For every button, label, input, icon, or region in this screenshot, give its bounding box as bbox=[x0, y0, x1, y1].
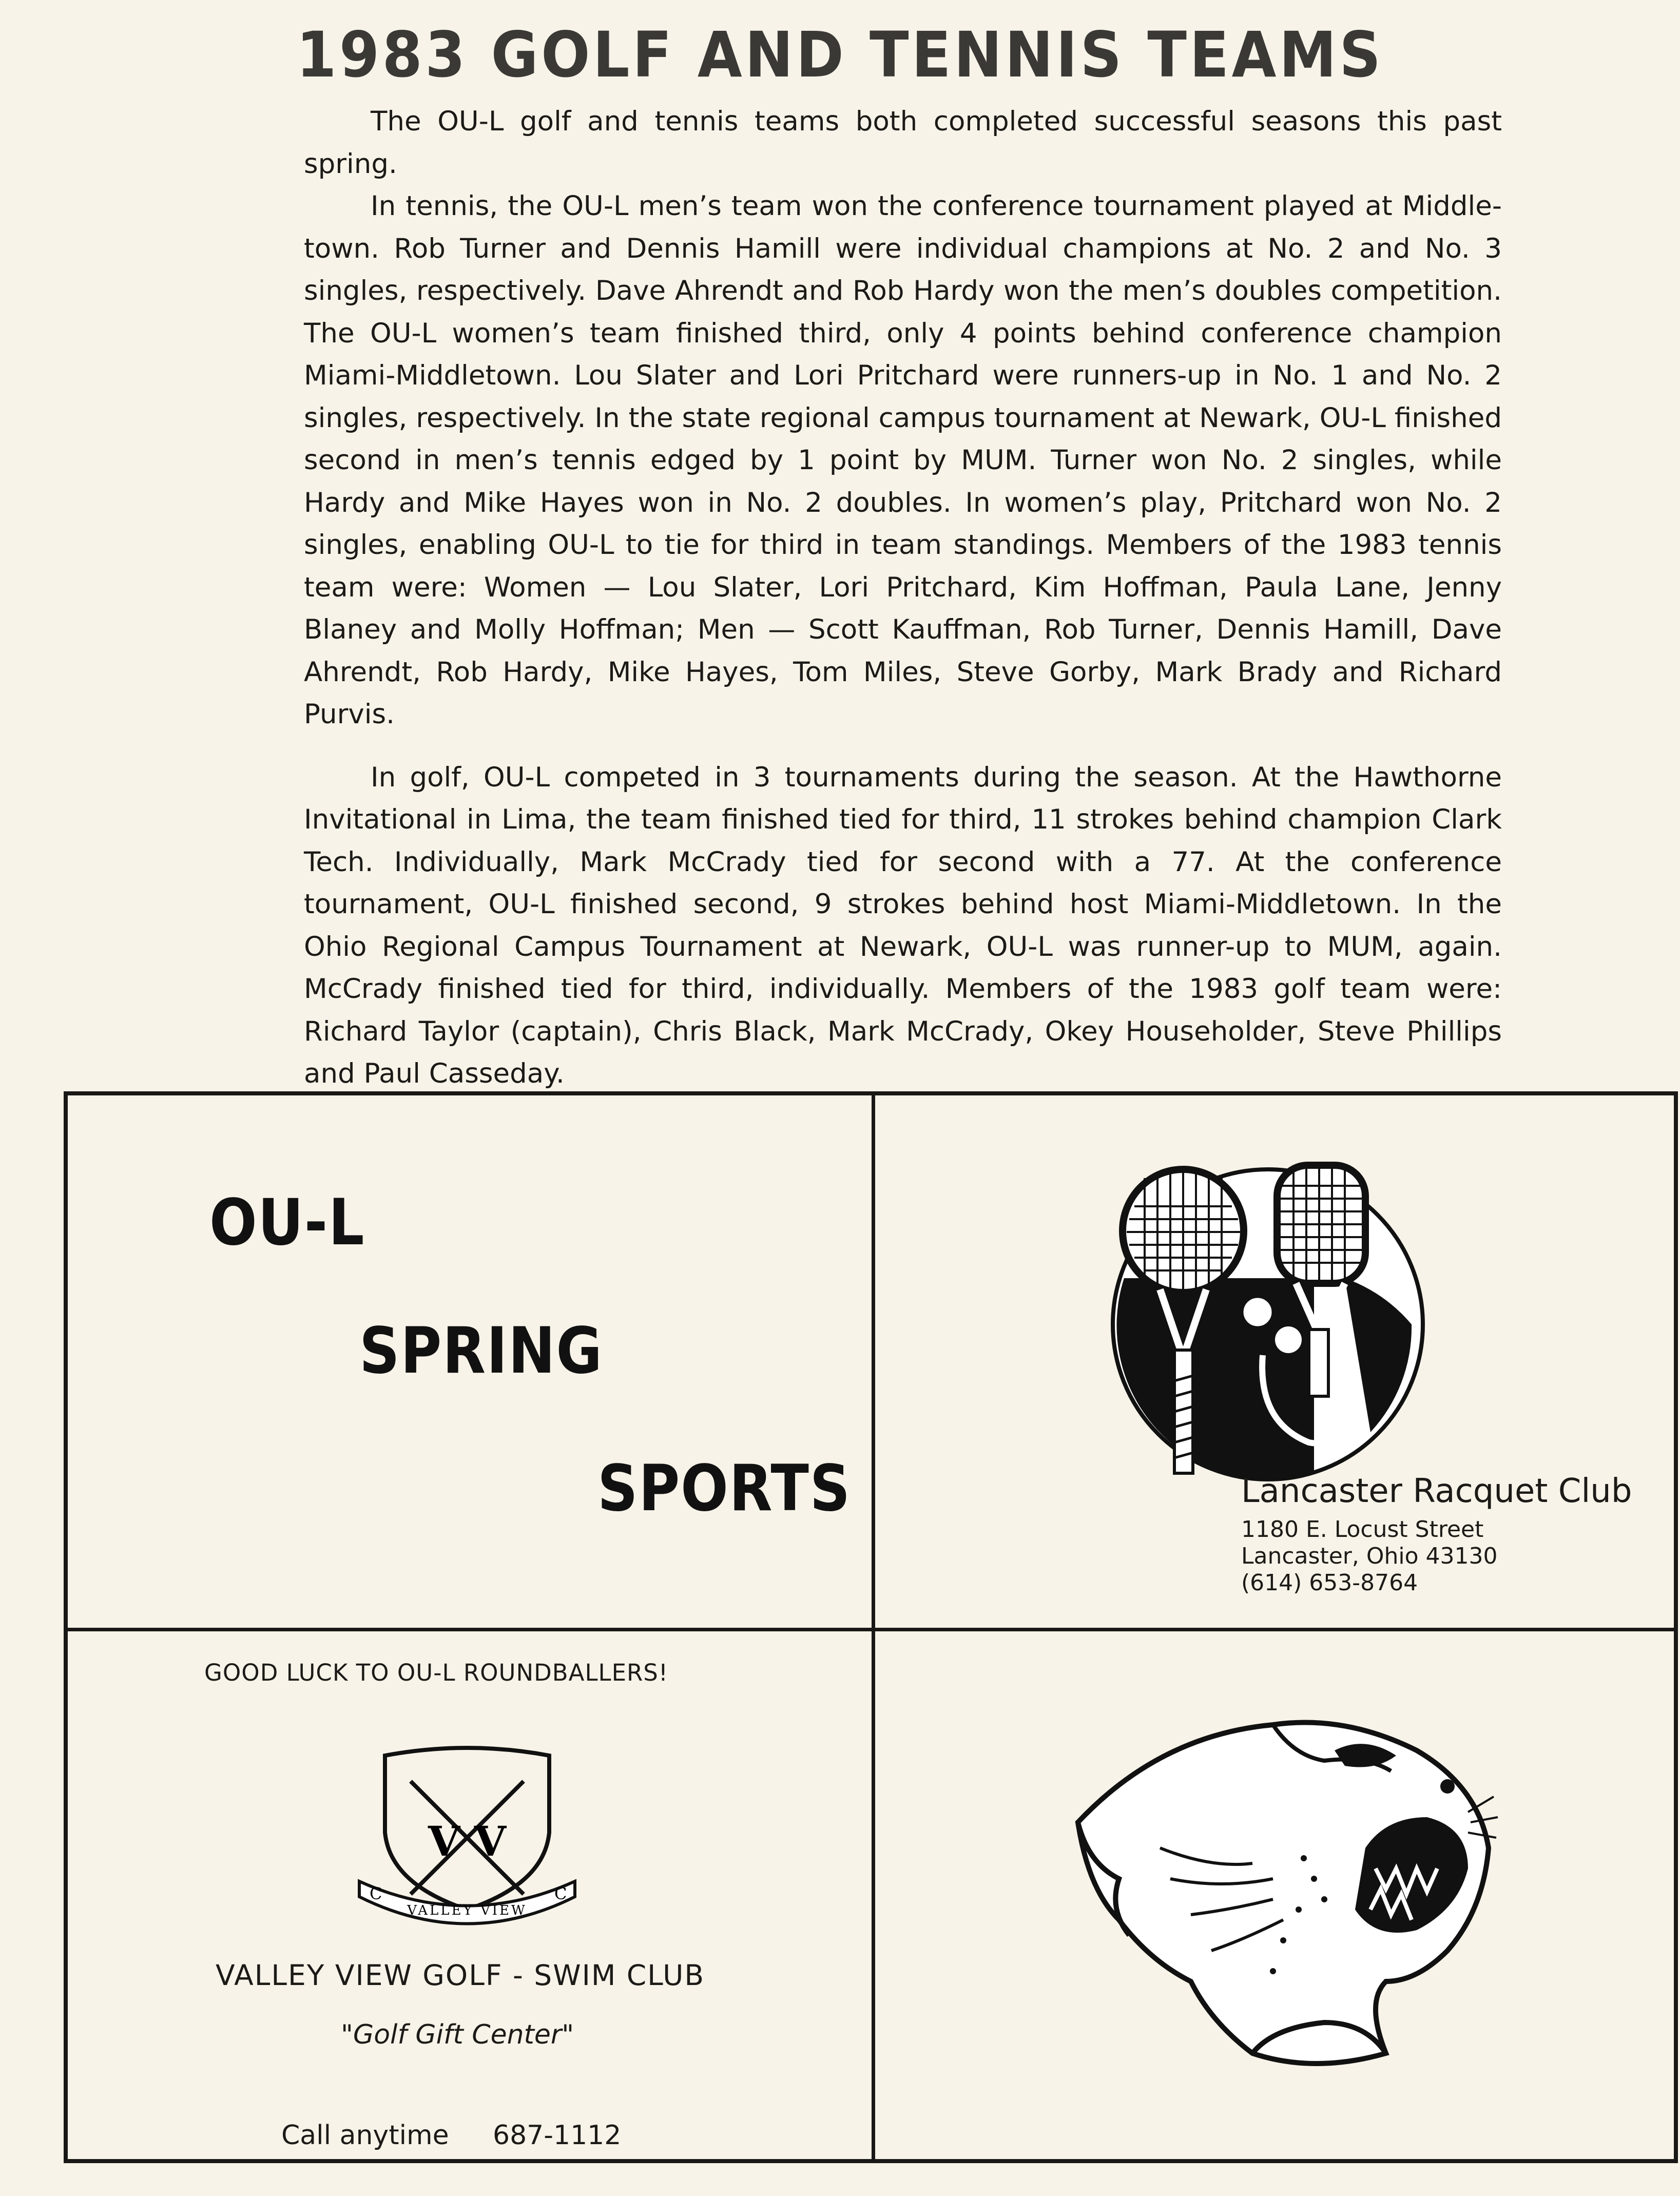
crest-banner: VALLEY VIEW bbox=[407, 1903, 527, 1918]
article-body bbox=[304, 101, 1502, 1095]
valley-view-phone: 687-1112 bbox=[493, 2120, 622, 2151]
crest-letters: V V bbox=[428, 1817, 506, 1865]
ad-divider-vertical bbox=[872, 1091, 875, 2163]
article-paragraph: In golf, OU-L competed in 3 tournaments during the season. At the Hawthorne Invitational in Lima, the team finished tied for third, 11 strokes behind champion Clark Tech. Individually, Mark McCrady tied for second with a 77. At the conference tournament, OU-L finished second, 9 strokes behind host Miami-Middletown. In the Ohio Regional Campus Tournament at Newark, OU-L was runner-up to MUM, again. McCrady finished tied for third, individually. Members of the 1983 golf team were: Richard Taylor (captain), Chris Black, Mark McCrady, Okey Householder, Steve Phillips and Paul Casseday. bbox=[304, 761, 1502, 1089]
valley-view-tagline: "Golf Gift Center" bbox=[341, 2019, 574, 2050]
spring-sports-line-2: SPRING bbox=[359, 1314, 603, 1388]
valley-view-crest-icon bbox=[354, 1745, 580, 1945]
racquet-club-street: 1180 E. Locust Street bbox=[1241, 1516, 1484, 1543]
valley-view-call-label: Call anytime bbox=[281, 2120, 449, 2151]
article-paragraph: In tennis, the OU-L men’s team won the conference tournament played at Middle-town. Rob Turner and Dennis Hamill were individual champions at No. 2 and No. 3 singles, respectively. Dave Ahrendt and Rob Hardy won the men’s doubles competition. The OU-L women’s team finished third, only 4 points behind conference champion Miami-Middletown. Lou Slater and Lori Pritchard were runners-up in No. 1 and No. 2 singles, respectively. In the state regional campus tournament at Newark, OU-L finished second in men’s tennis edged by 1 point by MUM. Turner won No. 2 singles, while Hardy and Mike Hayes won in No. 2 doubles. In women’s play, Pritchard won No. 2 singles, enabling OU-L to tie for third in team standings. Members of the 1983 tennis team were: Women — Lou Slater, Lori Pritchard, Kim Hoffman, Paula Lane, Jenny Blaney and Molly Hoffman; Men — Scott Kauffman, Rob Turner, Dennis Hamill, Dave Ahrendt, Rob Hardy, Mike Hayes, Tom Miles, Steve Gorby, Mark Brady and Richard Purvis. bbox=[304, 190, 1502, 730]
racquet-club-phone: (614) 653-8764 bbox=[1241, 1570, 1418, 1596]
crest-side-right: C bbox=[554, 1884, 567, 1903]
spring-sports-line-3: SPORTS bbox=[597, 1452, 852, 1526]
ad-divider-horizontal bbox=[64, 1628, 1678, 1631]
crest-side-left: C bbox=[370, 1884, 382, 1903]
article-paragraph: The OU-L golf and tennis teams both completed successful seasons this past spring. bbox=[304, 106, 1502, 180]
racquet-club-logo-icon bbox=[1104, 1155, 1432, 1494]
page-title: 1983 GOLF AND TENNIS TEAMS bbox=[296, 18, 1384, 91]
racquet-club-name: Lancaster Racquet Club bbox=[1241, 1472, 1632, 1510]
racquet-club-city: Lancaster, Ohio 43130 bbox=[1241, 1543, 1498, 1569]
racquet-club-address bbox=[1241, 1516, 1497, 1596]
valley-view-headline: GOOD LUCK TO OU-L ROUNDBALLERS! bbox=[204, 1659, 668, 1686]
spring-sports-line-1: OU-L bbox=[209, 1186, 365, 1260]
cougar-mascot-icon bbox=[1057, 1694, 1499, 2084]
valley-view-name: VALLEY VIEW GOLF - SWIM CLUB bbox=[216, 1959, 705, 1992]
